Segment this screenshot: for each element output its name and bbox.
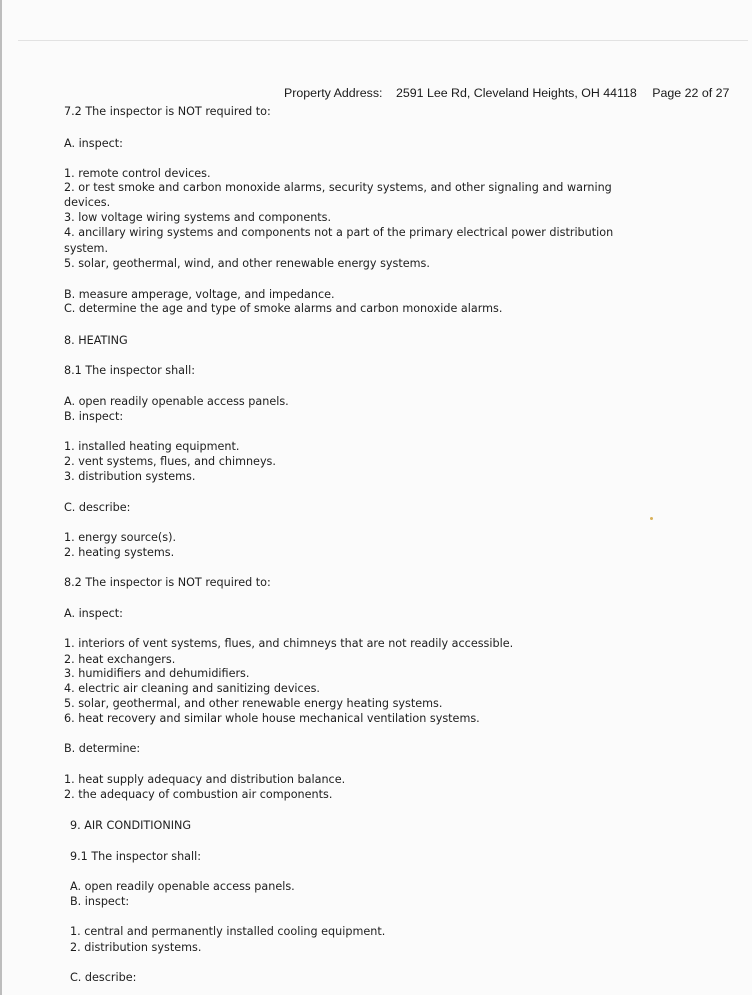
list-item: A. inspect: [64, 137, 123, 150]
list-item: 1. installed heating equipment. [64, 440, 240, 453]
heading-9-1: 9.1 The inspector shall: [70, 850, 202, 863]
list-item: 1. remote control devices. [64, 167, 211, 180]
property-address-label: Property Address: [284, 86, 383, 100]
list-item: 2. heat exchangers. [64, 653, 176, 666]
list-item: 1. heat supply adequacy and distribution balance. [64, 773, 346, 786]
list-item: C. determine the age and type of smoke alarms and carbon monoxide alarms. [64, 302, 503, 315]
list-item: 3. low voltage wiring systems and components. [64, 211, 332, 224]
section-heading-air-conditioning: 9. AIR CONDITIONING [70, 819, 192, 832]
list-item: C. describe: [64, 501, 131, 514]
list-item: 2. vent systems, flues, and chimneys. [64, 455, 276, 468]
list-item: 4. ancillary wiring systems and components not a part of the primary electrical power distribution [64, 226, 614, 239]
heading-7-2: 7.2 The inspector is NOT required to: [64, 105, 271, 118]
scan-speck [650, 517, 653, 520]
list-item: 3. distribution systems. [64, 470, 196, 483]
list-item: 2. or test smoke and carbon monoxide alarms, security systems, and other signaling and warning [64, 181, 612, 194]
list-item: B. measure amperage, voltage, and impedance. [64, 288, 335, 301]
list-item: B. determine: [64, 742, 141, 755]
list-item: B. inspect: [64, 410, 124, 423]
list-item: 5. solar, geothermal, and other renewable energy heating systems. [64, 697, 443, 710]
list-item: 6. heat recovery and similar whole house mechanical ventilation systems. [64, 712, 480, 725]
list-item: A. inspect: [64, 607, 123, 620]
page-number: Page 22 of 27 [652, 86, 730, 100]
list-item: 4. electric air cleaning and sanitizing devices. [64, 682, 320, 695]
list-item: 1. central and permanently installed cooling equipment. [70, 925, 386, 938]
list-item: 3. humidifiers and dehumidifiers. [64, 667, 250, 680]
list-item: 1. interiors of vent systems, flues, and chimneys that are not readily accessible. [64, 637, 514, 650]
list-item: devices. [64, 196, 111, 209]
page-header [284, 86, 732, 100]
list-item: A. open readily openable access panels. [64, 395, 289, 408]
list-item: 5. solar, geothermal, wind, and other renewable energy systems. [64, 257, 430, 270]
list-item: C. describe: [70, 971, 137, 984]
list-item: system. [64, 242, 109, 255]
heading-8-2: 8.2 The inspector is NOT required to: [64, 576, 271, 589]
property-address: 2591 Lee Rd, Cleveland Heights, OH 44118 [395, 86, 637, 100]
list-item: 2. heating systems. [64, 546, 175, 559]
list-item: A. open readily openable access panels. [70, 880, 295, 893]
list-item: 1. energy source(s). [64, 531, 177, 544]
scan-artifact-rule [18, 40, 748, 41]
list-item: B. inspect: [70, 895, 130, 908]
list-item: 2. the adequacy of combustion air components. [64, 788, 333, 801]
heading-8-1: 8.1 The inspector shall: [64, 364, 196, 377]
list-item: 2. distribution systems. [70, 941, 202, 954]
section-heading-heating: 8. HEATING [64, 334, 128, 347]
scan-edge [0, 0, 2, 995]
